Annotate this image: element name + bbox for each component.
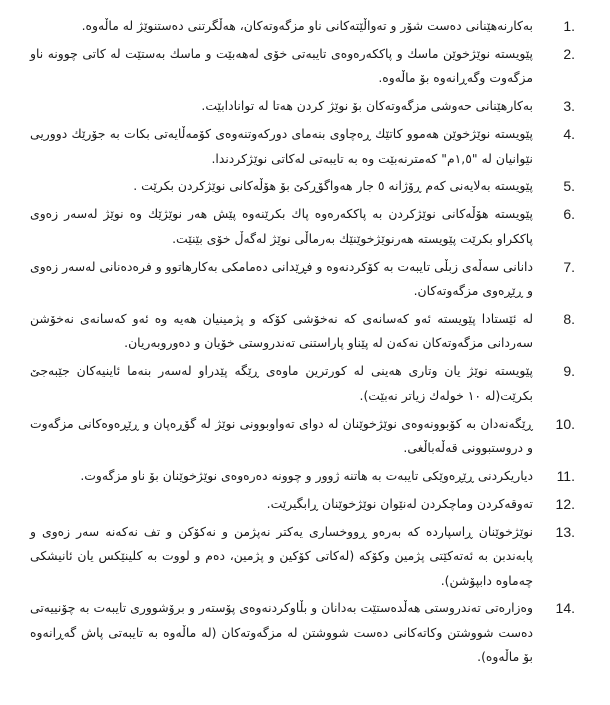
item-text: بەکارهێنانی حەوشی مزگەوتەکان بۆ نوێژ کردن هەتا لە توانادابێت. [201,98,533,114]
item-number: 10. [555,415,575,432]
item-number: 6. [563,206,575,223]
list-item [30,122,575,171]
item-number: 14. [555,600,575,617]
item-number: 9. [563,363,575,380]
list-item [30,520,575,593]
item-text: دیاریکردنی ڕێڕەوێکی تایبەت بە هاتنە ژوور و چوونە دەرەوەی نوێژخوێنان بۆ ناو مزگەوت. [80,467,533,483]
item-text: دانانی سەڵەی زبڵی تایبەت بە كۆكردنەوە و فڕێدانی دەمامکی بەکارهاتوو و فرەدەنانی لەسەر زەوی و ڕێڕەوی مزگەوتەکان. [30,258,533,299]
item-number: 4. [563,126,575,143]
item-text: لە ئێستادا پێویستە ئەو کەسانەی کە نەخۆشی کۆکە و پژمینیان هەیە وە ئەو کەسانەی نەخۆشن سەردانی مزگەوتەکان نەکەن لە پێناو پاراستنی تەندروستی خۆیان و دەوروبەریان. [30,310,533,351]
item-number: 5. [563,178,575,195]
item-text: تەوقەکردن وماچکردن لەنێوان نوێژخوێنان ڕابگیرێت. [266,495,533,511]
list-item [30,174,575,198]
item-text: پێویستە هۆڵەکانی نوێژکردن بە پاککەرەوە پاك بکرێنەوە پێش هەر نوێژێك وە نوێژ لەسەر زەوی پاککراو بکرێت پێویستە هەرنوێژخوێنێك بەرماڵی نوێژ لەگەڵ خۆی بێنێت. [30,206,533,246]
list-item [30,255,575,304]
item-number: 12. [555,495,575,512]
item-text: نوێژخوێنان ڕاسپاردە کە بەرەو ڕووخساری یەکتر نەپژمن و نەكۆكن و تف نەكەنە سەر زەوی و پابەندبن بە ئەتەکێتی پژمین وكۆکە (لەکاتی کۆکین و پژمین، دەم و لووت بە کلینێکس یان ئانیشکی چەماوە دابپۆشن). [30,523,533,588]
list-item [30,94,575,118]
item-number: 13. [555,523,575,540]
list-item [30,42,575,91]
item-number: 8. [563,310,575,327]
item-text: پێویستە نوێژ یان وتاری هەینی لە کورترین ماوەی ڕێگە پێدراو لەسەر بنەما ئاینیەکان جێبەجێ بکرێت(لە ١٠ خولەك زیاتر نەبێت). [30,363,533,403]
list-item [30,14,575,38]
list-item [30,307,575,356]
item-number: 1. [563,18,575,34]
item-text: ڕێگەنەدان بە کۆبوونەوەی نوێژخوێنان لە دوای تەواوبوونی نوێژ لە گۆڕەپان و ڕێڕەوەکانی مزگەوت و دروستبوونی قەڵەباڵغی. [30,415,533,455]
item-text: بەکارنەهێنانی دەست شۆر و تەواڵێتەکانی ناو مزگەوتەکان، هەڵگرتنی دەستنوێژ لە ماڵەوە. [81,18,533,33]
item-number: 3. [563,98,575,115]
item-number: 11. [556,467,575,484]
item-text: وەزارەتی تەندروستی هەڵدەستێت بەدانان و بڵاوکردنەوەی پۆستەر و برۆشووری تایبەت بە چۆنییەتی دەست شووشتن وکاتەکانی دەست شووشتن لە مزگەوتەکان (لە ماڵەوە بە تایبەتی پاش گەڕانەوە بۆ ماڵەوە). [30,600,533,665]
list-item [30,202,575,251]
item-text: پێویستە بەلایەنی کەم ڕۆژانە ٥ جار هەواگۆڕکێ بۆ هۆڵەکانی نوێژکردن بکرێت . [133,178,533,194]
item-text: پێویستە نوێژخوێن ماسك و پاككەرەوەی تایبەتی خۆی لەهەبێت و ماسك بەستێت لە كاتی چوونە ناو مزگەوت وگەڕانەوە بۆ ماڵەوە. [30,45,533,86]
numbered-guidelines-list [30,14,575,673]
list-item [30,464,575,488]
list-item [30,596,575,669]
item-number: 2. [563,45,575,62]
item-text: پێویستە نوێژخوێن هەموو کاتێك ڕەچاوی بنەمای دوركەوتنەوەی كۆمەڵایەتی بكات بە جۆرێك دووریی نێوانیان لە "١,٥م" کەمترنەبێت وە بە تایبەتی لەکاتی نوێژکردندا. [30,126,533,166]
list-item [30,359,575,408]
list-item [30,412,575,461]
item-number: 7. [563,258,575,275]
list-item [30,492,575,516]
